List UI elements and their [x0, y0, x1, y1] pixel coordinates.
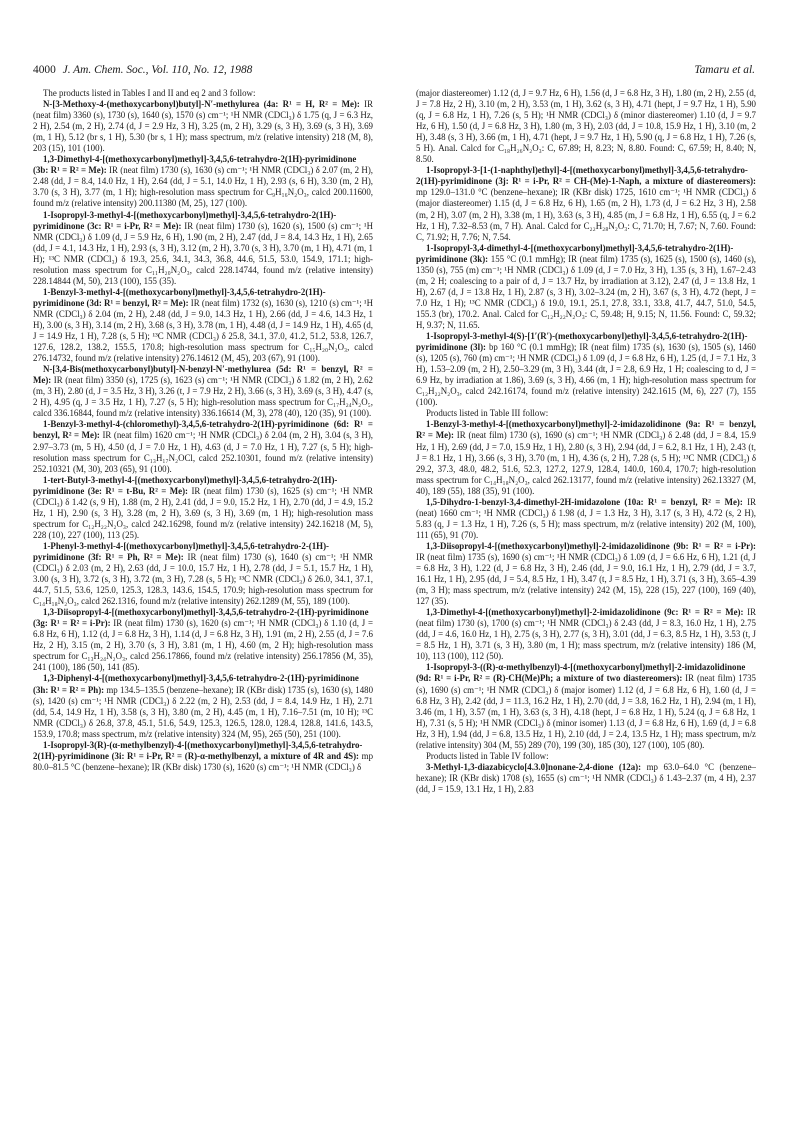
entry-text: The products listed in Tables I and II and eq 2 and 3 follow:	[43, 88, 256, 98]
compound-name: 1,3-Dimethyl-4-[(methoxycarbonyl)methyl]-3,4,5,6-tetrahydro-2(1H)-pyrimidinone (3b: R¹ = R² = Me):	[33, 154, 357, 176]
entry-text: IR (neat film) 1730 (s), 1620 (s) cm⁻¹; ¹H NMR (CDCl₃) δ 1.10 (d, J = 6.8 Hz, 6 H), 1.12 (d, J = 6.8 Hz, 3 H), 1.14 (d, J = 6.8 Hz, 3 H), 1.91 (m, 2 H), 2.55 (d, J = 7.6 Hz, 2 H), 3.15 (m, 2 H), 3.70 (s, 3 H), 3.81 (m, 1 H), 4.60 (m, 2 H); high-resolution mass spectrum for C₁₃H₂₄N₂O₃, calcd 256.17866, found m/z (relative intensity) 256.17856 (M, 35), 241 (100), 186 (50), 141 (85).	[33, 618, 373, 673]
compound-name: 1-Benzyl-3-methyl-4-(chloromethyl)-3,4,5,6-tetrahydro-2(1H)-pyrimidinone (6d: R¹ = benzyl, R² = Me):	[33, 419, 373, 441]
entry-text: bp 160 °C (0.1 mmHg); IR (neat film) 1735 (s), 1630 (s), 1505 (s), 1460 (s), 1205 (s), 760 (m) cm⁻¹; ¹H NMR (CDCl₃) δ 1.09 (d, J = 6.8 Hz, 6 H), 1.25 (d, J = 7.1 Hz, 3 H), 1.53–2.09 (m, 2 H), 2.50–3.29 (m, 3 H), 3.44 (dt, J = 2.8, 6.9 Hz, 1 H; coalescing to d, J = 6.9 Hz, by irradiation at 1.86), 3.69 (s, 3 H), 4.66 (m, 1 H); high-resolution mass spectrum for C₁₂H₂₂N₂O₃, calcd 242.16174, found m/z (relative intensity) 242.1615 (M, 6), 227 (7), 155 (100).	[416, 342, 756, 408]
compound-entry	[33, 541, 373, 607]
compound-name: N-[3-Methoxy-4-(methoxycarbonyl)butyl]-N′-methylurea (4a: R¹ = H, R² = Me):	[43, 99, 360, 110]
compound-name: 1,3-Diisopropyl-4-[(methoxycarbonyl)methyl]-3,4,5,6-tetrahydro-2-(1H)-pyrimidinone (3g: R¹ = R² = i-Pr):	[33, 607, 369, 629]
entry-text: (major diastereomer) 1.12 (d, J = 9.7 Hz, 6 H), 1.56 (d, J = 6.8 Hz, 3 H), 1.80 (m, 2 H), 2.55 (d, J = 7.8 Hz, 2 H), 3.10 (m, 2 H), 3.53 (m, 1 H), 3.62 (s, 3 H), 4.71 (hept, J = 9.7 Hz, 1 H), 5.90 (q, J = 6.8 Hz, 1 H), 7.26 (s, 5 H); ¹H NMR (CDCl₃) δ (minor diastereomer) 1.10 (d, J = 9.7 Hz, 6 H), 1.50 (d, J = 6.8 Hz, 3 H), 1.80 (m, 3 H), 2.03 (dd, J = 10.8, 15.9 Hz, 1 H), 3.10 (m, 2 H), 3.48 (s, 3 H), 3.66 (m, 1 H), 4.71 (hept, J = 9.7 Hz, 1 H), 5.90 (q, J = 6.8 Hz, 1 H), 7.26 (s, 5 H). Anal. Calcd for C₁₈H₂₆N₂O₃: C, 67.89; H, 8.23; N, 8.80. Found: C, 67.59; H, 8.40; N, 8.50.	[416, 88, 756, 165]
section-intro	[416, 408, 756, 419]
entry-text: IR (neat film) 1732 (s), 1630 (s), 1210 (s) cm⁻¹; ¹H NMR (CDCl₃) δ 2.04 (m, 2 H), 2.48 (dd, J = 9.0, 14.3 Hz, 1 H), 2.66 (dd, J = 4.6, 14.3 Hz, 1 H), 3.00 (s, 3 H), 3.14 (m, 2 H), 3.68 (s, 3 H), 3.78 (m, 1 H), 4.48 (d, J = 14.9 Hz, 1 H), 4.65 (d, J = 14.9 Hz, 1 H), 7.28 (s, 5 H); ¹³C NMR (CDCl₃) δ 25.8, 34.1, 37.0, 41.2, 51.2, 53.8, 126.7, 127.6, 128.2, 138.2, 155.5, 170.8; high-resolution mass spectrum for C₁₅H₂₀N₂O₃, calcd 276.14732, found m/z (relative intensity) 276.14612 (M, 45), 203 (67), 91 (100).	[33, 297, 373, 364]
compound-entry	[416, 331, 756, 408]
compound-entry	[33, 287, 373, 364]
entry-text: IR (neat film) 1735 (s), 1690 (s) cm⁻¹; ¹H NMR (CDCl₃) δ (major isomer) 1.12 (d, J = 6.8 Hz, 6 H), 1.60 (d, J = 6.8 Hz, 3 H), 2.42 (dd, J = 11.3, 16.2 Hz, 1 H), 2.70 (dd, J = 3.8, 16.2 Hz, 1 H), 2.94 (m, 1 H), 3.46 (m, 1 H), 3.57 (m, 1 H), 3.63 (s, 3 H), 4.18 (hept, J = 6.8 Hz, 1 H), 5.24 (q, J = 6.8 Hz, 1 H), 7.31 (s, 5 H); ¹H NMR (CDCl₃) δ (minor isomer) 1.13 (d, J = 6.8 Hz, 6 H), 1.69 (d, J = 6.8 Hz, 3 H), 1.94 (dd, J = 6.8, 13.5 Hz, 1 H), 2.10 (dd, J = 2.4, 13.5 Hz, 1 H); mass spectrum, m/z (relative intensity) 304 (M, 55) 289 (70), 199 (30), 185 (30), 127 (100), 105 (80).	[416, 673, 756, 750]
section-intro	[416, 751, 756, 762]
compound-entry	[33, 210, 373, 287]
entry-text: IR (neat film) 3350 (s), 1725 (s), 1623 (s) cm⁻¹; ¹H NMR (CDCl₃) δ 1.82 (m, 2 H), 2.62 (m, 3 H), 2.80 (d, J = 3.5 Hz, 3 H), 3.26 (t, J = 7.9 Hz, 2 H), 3.66 (s, 3 H), 3.69 (s, 3 H), 4.47 (s, 2 H), 4.95 (q, J = 3.5 Hz, 1 H), 7.27 (s, 5 H); high-resolution mass spectrum for C₁₇H₂₄N₂O₅, calcd 336.16844, found m/z (relative intensity) 336.16614 (M, 3), 278 (40), 120 (35), 91 (100).	[33, 375, 373, 419]
entry-text: IR (neat film) 1730 (s), 1625 (s) cm⁻¹; ¹H NMR (CDCl₃) δ 1.42 (s, 9 H), 1.88 (m, 2 H), 2.41 (dd, J = 9.0, 15.2 Hz, 1 H), 2.70 (dd, J = 4.9, 15.2 Hz, 1 H), 2.90 (s, 3 H), 3.28 (m, 2 H), 3.69 (s, 3 H), 3.69 (m, 1 H); high-resolution mass spectrum for C₁₂H₂₂N₂O₃, calcd 242.16298, found m/z (relative intensity) 242.16218 (M, 5), 228 (10), 227 (100), 113 (25).	[33, 485, 373, 540]
entry-text: mp 134.5–135.5 (benzene–hexane); IR (KBr disk) 1735 (s), 1630 (s), 1480 (s), 1420 (s) cm⁻¹; ¹H NMR (CDCl₃) δ 2.22 (m, 2 H), 2.53 (dd, J = 8.4, 14.9 Hz, 1 H), 2.71 (dd, 5.4, 14.9 Hz, 1 H), 3.58 (s, 3 H), 3.80 (m, 2 H), 4.45 (m, 1 H), 7.16–7.51 (m, 10 H); ¹³C NMR (CDCl₃) δ 26.8, 37.8, 45.1, 51.6, 54.9, 125.3, 126.5, 128.0, 128.4, 128.8, 141.6, 143.5, 153.9, 170.8; mass spectrum, m/z (relative intensity) 324 (M, 95), 265 (50), 251 (100).	[33, 684, 373, 739]
compound-name: 3-Methyl-1,3-diazabicyclo[4.3.0]nonane-2,4-dione (12a):	[426, 761, 642, 772]
entry-text: IR (neat film) 1735 (s), 1690 (s) cm⁻¹; ¹H NMR (CDCl₃) δ 1.09 (d, J = 6.6 Hz, 6 H), 1.21 (d, J = 6.8 Hz, 3 H), 1.22 (d, J = 6.8 Hz, 3 H), 2.46 (dd, J = 9.0, 16.1 Hz, 1 H), 2.79 (dd, J = 3.7, 16.1 Hz, 1 H), 2.95 (dd, J = 5.4, 8.5 Hz, 1 H), 3.47 (t, J = 8.5 Hz, 1 H), 3.71 (s, 3 H), 3.65–4.39 (m, 3 H); mass spectrum, m/z (relative intensity) 242 (M, 15), 228 (15), 227 (100), 169 (40), 127 (35).	[416, 551, 756, 607]
section-intro	[416, 88, 756, 165]
compound-entry	[33, 419, 373, 474]
compound-name: 1,5-Dihydro-1-benzyl-3,4-dimethyl-2H-imidazolone (10a: R¹ = benzyl, R² = Me):	[426, 496, 743, 507]
compound-entry	[416, 419, 756, 496]
entry-text: IR (neat) 1660 cm⁻¹; ¹H NMR (CDCl₃) δ 1.98 (d, J = 1.3 Hz, 3 H), 3.17 (s, 3 H), 4.72 (s, 2 H), 5.83 (q, J = 1.3 Hz, 1 H), 7.26 (s, 5 H); mass spectrum, m/z (relative intensity) 202 (M, 100), 111 (65), 91 (70).	[416, 496, 756, 540]
compound-entry	[33, 673, 373, 739]
journal-citation: J. Am. Chem. Soc., Vol. 110, No. 12, 1988	[62, 64, 253, 76]
right-column	[416, 88, 756, 1118]
compound-name: 1-Phenyl-3-methyl-4-[(methoxycarbonyl)methyl]-3,4,5,6-tetrahydro-2-(1H)-pyrimidinone (3f: R¹ = Ph, R² = Me):	[33, 540, 329, 562]
compound-entry	[416, 662, 756, 750]
section-intro	[33, 88, 373, 99]
compound-name: 1,3-Dimethyl-4-[(methoxycarbonyl)methyl]-2-imidazolidinone (9c: R¹ = R² = Me):	[426, 607, 744, 618]
compound-entry	[33, 740, 373, 773]
compound-entry	[416, 497, 756, 541]
page-header	[33, 62, 755, 78]
compound-name: 1,3-Diisopropyl-4-[(methoxycarbonyl)methyl]-2-imidazolidinone (9b: R¹ = R² = i-Pr):	[426, 540, 756, 551]
compound-entry	[416, 165, 756, 242]
entry-text: IR (neat film) 3360 (s), 1730 (s), 1640 (s), 1570 (s) cm⁻¹; ¹H NMR (CDCl₃) δ 1.75 (q, J = 6.3 Hz, 2 H), 2.54 (m, 2 H), 2.74 (d, J = 2.9 Hz, 3 H), 3.25 (m, 2 H), 3.29 (s, 3 H), 3.69 (s, 3 H), 3.69 (m, 1 H), 5.12 (br s, 1 H), 5.30 (br s, 1 H); mass spectrum, m/z (relative intensity) 218 (M, 8), 203 (15), 101 (100).	[33, 99, 373, 154]
compound-entry	[416, 607, 756, 662]
entry-text: IR (neat film) 1620 cm⁻¹; ¹H NMR (CDCl₃) δ 2.04 (m, 2 H), 3.04 (s, 3 H), 2.97–3.73 (m, 5 H), 4.50 (d, J = 7.0 Hz, 1 H), 4.63 (d, J = 7.0 Hz, 1 H), 7.27 (s, 5 H); high-resolution mass spectrum for C₁₃H₁₇N₂OCl, calcd 252.10301, found m/z (relative intensity) 252.10321 (M, 30), 203 (65), 91 (100).	[33, 430, 373, 474]
header-left	[33, 62, 252, 78]
compound-entry	[416, 762, 756, 795]
entry-text: Products listed in Table III follow:	[426, 408, 549, 419]
entry-text: mp 63.0–64.0 °C (benzene–hexane); IR (KBr disk) 1708 (s), 1655 (s) cm⁻¹; ¹H NMR (CDCl₃) δ 1.43–2.37 (m, 4 H), 2.37 (dd, J = 15.9, 13.1 Hz, 1 H), 2.83	[416, 761, 756, 794]
compound-name: 1-tert-Butyl-3-methyl-4-[(methoxycarbonyl)methyl]-3,4,5,6-tetrahydro-2(1H)-pyrimidinone (3e: R¹ = t-Bu, R² = Me):	[33, 474, 338, 496]
compound-entry	[33, 607, 373, 673]
compound-name: 1,3-Diphenyl-4-[(methoxycarbonyl)methyl]-3,4,5,6-tetrahydro-2-(1H)-pyrimidinone (3h: R¹ = R² = Ph):	[33, 673, 359, 695]
entry-text: IR (neat film) 1730 (s), 1640 (s) cm⁻¹; ¹H NMR (CDCl₃) δ 2.03 (m, 2 H), 2.63 (dd, J = 10.0, 15.7 Hz, 1 H), 2.78 (dd, J = 5.1, 15.7 Hz, 1 H), 3.00 (s, 3 H), 3.72 (s, 3 H), 3.72 (m, 3 H), 7.28 (s, 5 H); ¹³C NMR (CDCl₃) δ 26.0, 34.1, 37.1, 44.7, 51.5, 53.6, 125.0, 125.3, 128.3, 143.6, 154.5, 170.9; high-resolution mass spectrum for C₁₄H₁₈N₂O₃, calcd 262.1316, found m/z (relative intensity) 262.1289 (M, 55), 189 (100).	[33, 551, 373, 607]
entry-text: IR (neat film) 1730 (s), 1690 (s) cm⁻¹; ¹H NMR (CDCl₃) δ 2.48 (dd, J = 8.4, 15.9 Hz, 1 H), 2.69 (dd, J = 7.0, 15.9 Hz, 1 H), 2.80 (s, 3 H), 2.94 (dd, J = 6.2, 8.1 Hz, 1 H), 2.43 (t, J = 8.1 Hz, 1 H), 3.66 (s, 3 H), 3.70 (m, 1 H), 4.36 (s, 2 H), 7.28 (s, 5 H); ¹³C NMR (CDCl₃) δ 29.2, 37.3, 48.0, 48.2, 51.6, 52.3, 127.2, 127.9, 128.4, 140.0, 160.4, 170.7; high-resolution mass spectrum for C₁₄H₁₈N₂O₃, calcd 262.13177, found m/z (relative intensity) 262.13327 (M, 40), 189 (55), 188 (35), 91 (100).	[416, 430, 756, 496]
entry-text: IR (neat film) 1730 (s), 1630 (s) cm⁻¹; ¹H NMR (CDCl₃) δ 2.07 (m, 2 H), 2.48 (dd, J = 8.4, 14.0 Hz, 1 H), 2.64 (dd, J = 5.1, 14.0 Hz, 1 H), 2.93 (s, 6 H), 3.30 (m, 2 H), 3.70 (s, 3 H), 3.77 (m, 1 H); high-resolution mass spectrum for C₉H₁₆N₂O₃, calcd 200.11600, found m/z (relative intensity) 200.11380 (M, 25), 127 (100).	[33, 165, 373, 209]
compound-entry	[33, 99, 373, 154]
compound-entry	[33, 364, 373, 419]
compound-name: 1-Isopropyl-3-methyl-4(S)-[1′(R′)-(methoxycarbonyl)ethyl]-3,4,5,6-tetrahydro-2(1H)-pyrimidinone (3l):	[416, 331, 748, 353]
left-column	[33, 88, 373, 1118]
entry-text: IR (neat film) 1730 (s), 1700 (s) cm⁻¹; ¹H NMR (CDCl₃) δ 2.43 (dd, J = 8.3, 16.0 Hz, 1 H), 2.75 (dd, J = 4.6, 16.0 Hz, 1 H), 2.75 (s, 3 H), 2.77 (s, 3 H), 3.01 (dd, J = 6.3, 8.5 Hz, 1 H), 3.53 (t, J = 8.5 Hz, 1 H), 3.71 (s, 3 H), 3.80 (m, 1 H); mass spectrum, m/z (relative intensity) 186 (M, 10), 113 (100), 112 (50).	[416, 607, 756, 662]
compound-entry	[33, 154, 373, 209]
compound-name: 1-Isopropyl-3-((R)-α-methylbenzyl)-4-[(methoxycarbonyl)methyl]-2-imidazolidinone (9d: R¹ = i-Pr, R² = (R)-CH(Me)Ph; a mixture of two diastereomers):	[416, 662, 746, 684]
entry-text: Products listed in Table IV follow:	[426, 750, 549, 761]
compound-name: 1-Benzyl-3-methyl-4-[(methoxycarbonyl)methyl]-2-imidazolidinone (9a: R¹ = benzyl, R² = Me):	[416, 419, 756, 441]
compound-name: 1-Benzyl-3-methyl-4-[(methoxycarbonyl)methyl]-3,4,5,6-tetrahydro-2(1H)-pyrimidinone (3d: R¹ = benzyl, R² = Me):	[33, 286, 326, 308]
running-authors: Tamaru et al.	[694, 64, 755, 76]
compound-name: 1-Isopropyl-3(R)-(α-methylbenzyl)-4-[(methoxycarbonyl)methyl]-3,4,5,6-tetrahydro-2(1H)-pyrimidinone (3i: R¹ = i-Pr, R² = (R)-α-methylbenzyl, a mixture of 4R and 4S):	[33, 739, 363, 761]
compound-name: 1-Isopropyl-3-[1-(1-naphthyl)ethyl]-4-[(methoxycarbonyl)methyl]-3,4,5,6-tetrahydro-2(1H)-pyrimidinone (3j: R¹ = i-Pr, R² = CH-(Me)-1-Naph, a mixture of diastereomers):	[416, 165, 756, 187]
compound-entry	[33, 475, 373, 541]
compound-name: N-[3,4-Bis(methoxycarbonyl)butyl]-N-benzyl-N′-methylurea (5d: R¹ = benzyl, R² = Me):	[33, 364, 373, 386]
compound-name: 1-Isopropyl-3,4-dimethyl-4-[(methoxycarbonyl)methyl]-3,4,5,6-tetrahydro-2(1H)-pyrimidinone (3k):	[416, 242, 734, 264]
compound-entry	[416, 541, 756, 607]
compound-entry	[416, 243, 756, 331]
compound-name: 1-Isopropyl-3-methyl-4-[(methoxycarbonyl)methyl]-3,4,5,6-tetrahydro-2(1H)-pyrimidinone (3c: R¹ = i-Pr, R² = Me):	[33, 209, 337, 231]
entry-text: mp 80.0–81.5 °C (benzene–hexane); IR (KBr disk) 1730 (s), 1620 (s) cm⁻¹; ¹H NMR (CDCl₃) δ	[33, 750, 373, 772]
entry-text: 155 °C (0.1 mmHg); IR (neat film) 1735 (s), 1625 (s), 1500 (s), 1460 (s), 1350 (s), 755 (m) cm⁻¹; ¹H NMR (CDCl₃) δ 1.09 (d, J = 7.0 Hz, 3 H), 1.35 (s, 3 H), 1.67–2.43 (m, 2 H; coalescing to a pair of d, J = 13.7 Hz, by irradiation at 3.12), 2.47 (d, J = 13.8 Hz, 1 H), 2.67 (d, J = 13.8 Hz, 1 H), 2.87 (s, 3 H), 3.02–3.24 (m, 2 H), 3.67 (s, 3 H), 4.72 (hept, J = 7.0 Hz, 1 H); ¹³C NMR (CDCl₃) δ 19.0, 19.1, 25.1, 27.8, 33.1, 33.8, 41.7, 44.7, 51.0, 54.5, 155.3 (br), 170.2. Anal. Calcd for C₁₂H₂₂N₂O₃: C, 59.48; H, 9.15; N, 11.56. Found: C, 59.32; H, 9.37; N, 11.65.	[416, 253, 756, 330]
page-number: 4000	[33, 64, 56, 76]
entry-text: IR (neat film) 1730 (s), 1620 (s), 1500 (s) cm⁻¹; ¹H NMR (CDCl₃) δ 1.09 (d, J = 5.9 Hz, 6 H), 1.90 (m, 2 H), 2.47 (dd, J = 8.4, 14.3 Hz, 1 H), 2.65 (dd, J = 4.1, 14.3 Hz, 1 H), 2.93 (s, 3 H), 3.12 (m, 2 H), 3.70 (s, 3 H), 3.70 (m, 1 H), 4.71 (m, 1 H); ¹³C NMR (CDCl₃) δ 19.3, 25.6, 34.1, 34.3, 36.8, 44.6, 51.5, 53.0, 154.9, 171.1; high-resolution mass spectrum for C₁₁H₂₀N₂O₃, calcd 228.14744, found m/z (relative intensity) 228.14844 (M, 50), 213 (100), 155 (35).	[33, 220, 373, 286]
entry-text: mp 129.0–131.0 °C (benzene–hexane); IR (KBr disk) 1725, 1610 cm⁻¹; ¹H NMR (CDCl₃) δ (major diastereomer) 1.15 (d, J = 6.8 Hz, 6 H), 1.65 (m, 2 H), 1.73 (d, J = 6.2 Hz, 3 H), 2.58 (m, 2 H), 3.07 (m, 2 H), 3.38 (m, 1 H), 3.63 (s, 3 H), 4.85 (m, J = 6.8 Hz, 1 H), 6.55 (q, J = 6.2 Hz, 1 H), 7.32–8.53 (m, 7 H). Anal. Calcd for C₂₂H₂₈N₂O₃: C, 71.70; H, 7.67; N, 7.60. Found: C, 71.92; H, 7.76; N, 7.54.	[416, 187, 756, 242]
